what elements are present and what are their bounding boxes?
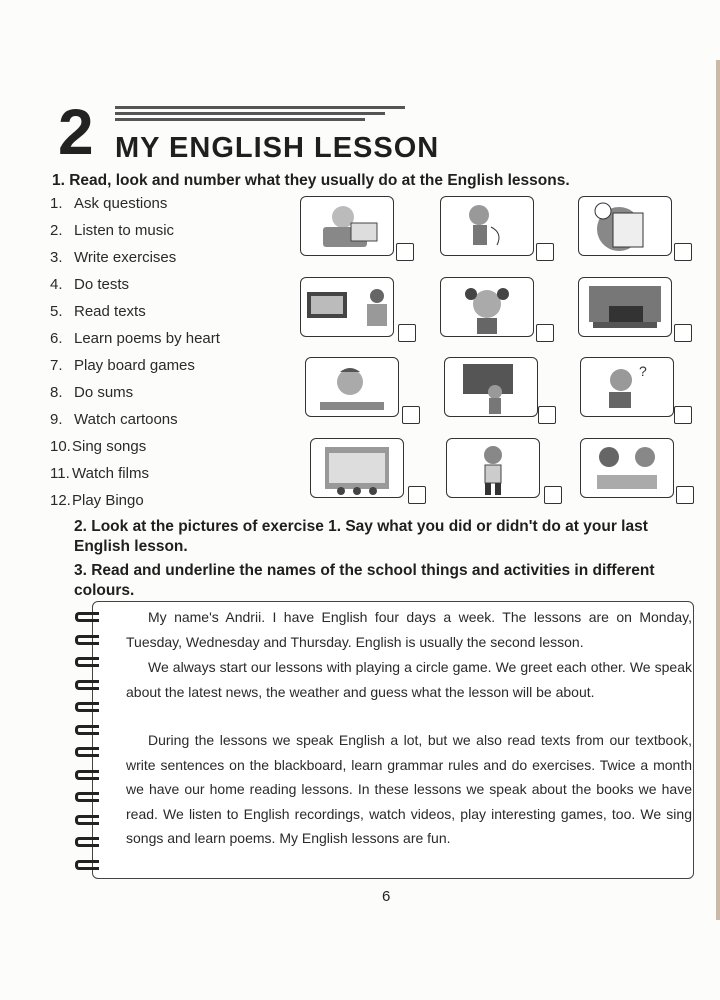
number-box[interactable]: [538, 406, 556, 424]
number-box[interactable]: [544, 486, 562, 504]
number-box[interactable]: [402, 406, 420, 424]
boy-singing-icon: [446, 438, 540, 498]
list-item: 2. Listen to music: [50, 222, 175, 239]
boy-at-blackboard-icon: [444, 357, 538, 417]
list-item: 3. Write exercises: [50, 249, 177, 266]
reading-paragraph-3: During the lessons we speak English a lot, but we also read texts from our textbook, write sentences on the blackboard, learn grammar rules and do exercises. Twice a month we have our home reading lessons. In these lessons we speak about the books we have read. We listen to English recordings, watch videos, play interesting games, too. We sing songs and learn poems. My English lessons are fun.: [126, 732, 692, 846]
number-box[interactable]: [398, 324, 416, 342]
unit-number: 2: [58, 96, 92, 168]
girl-thinking-icon: [440, 277, 534, 337]
svg-text:?: ?: [639, 363, 647, 379]
number-box[interactable]: [674, 243, 692, 261]
unit-title: MY ENGLISH LESSON: [115, 132, 440, 164]
notebook-spiral: [75, 612, 105, 882]
number-box[interactable]: [536, 243, 554, 261]
number-box[interactable]: [674, 324, 692, 342]
tv-film-icon: [578, 277, 672, 337]
task-1-instruction: 1. Read, look and number what they usually do at the English lessons.: [52, 172, 570, 189]
number-box[interactable]: [674, 406, 692, 424]
page-number: 6: [382, 888, 391, 905]
test-clock-icon: [578, 196, 672, 256]
number-box[interactable]: [536, 324, 554, 342]
number-box[interactable]: [408, 486, 426, 504]
activity-list: [50, 192, 220, 516]
number-box[interactable]: [676, 486, 694, 504]
kids-board-game-icon: [580, 438, 674, 498]
girl-question-icon: [580, 357, 674, 417]
list-item: 8. Do sums: [50, 384, 134, 401]
list-item: 1. Ask questions: [50, 195, 168, 212]
list-item: 10.Sing songs: [50, 438, 147, 455]
list-item: 5. Read texts: [50, 303, 146, 320]
list-item: 4. Do tests: [50, 276, 130, 293]
number-box[interactable]: [396, 243, 414, 261]
boy-watching-tv-icon: [300, 277, 394, 337]
list-item: 7. Play board games: [50, 357, 195, 374]
list-item: 11. Watch films: [50, 465, 149, 482]
title-decoration: [115, 106, 405, 124]
list-item: 12.Play Bingo: [50, 492, 144, 509]
task-2-instruction: 2. Look at the pictures of exercise 1. Say what you did or didn't do at your last English lesson.: [74, 518, 648, 555]
task-3-instruction: 3. Read and underline the names of the school things and activities in different colours.: [74, 562, 655, 599]
bingo-card-icon: [310, 438, 404, 498]
reading-paragraph-2: We always start our lessons with playing a circle game. We greet each other. We speak about the latest news, the weather and guess what the lesson will be about.: [126, 659, 692, 700]
girl-listening-music-icon: [440, 196, 534, 256]
list-item: 9. Watch cartoons: [50, 411, 178, 428]
reading-paragraph-1: My name's Andrii. I have English four days a week. The lessons are on Monday, Tuesday, Wednesday and Thursday. English is usually the second lesson.: [126, 609, 692, 650]
page-edge: [716, 60, 720, 920]
boy-reading-icon: [300, 196, 394, 256]
boy-writing-icon: [305, 357, 399, 417]
list-item: 6. Learn poems by heart: [50, 330, 220, 347]
